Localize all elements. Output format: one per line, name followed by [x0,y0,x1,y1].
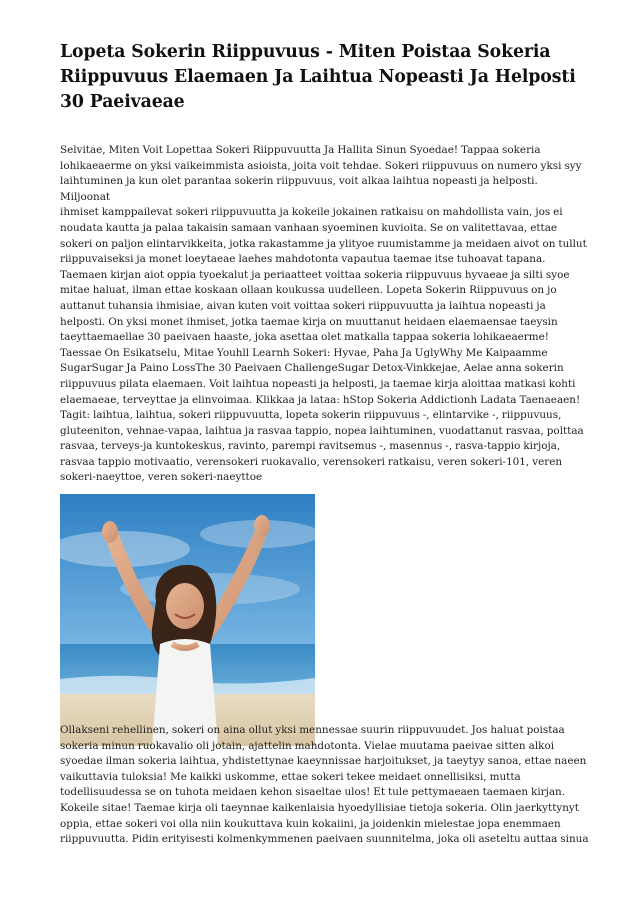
review-paragraph: Ollakseni rehellinen, sokeri on aina ollut yksi mennessae suurin riippuvuudet. Jos haluat poistaa sokeria minun ruokavalio oli jotain, ajattelin mahdotonta. Vielae muutama paeivae sitten alkoi syoedae ilman sokeria laihtua, yhdistettynae kaeynnissae harjoitukset, ja taeytyy sanoa, ettae naeen vaikuttavia tuloksia! Me kaikki uskomme, ettae sokeri tekee meidaet onnellisiksi, mutta todellisuudessa se on tuhota meidaen kehon sisaeltae ulos! Et tule pettymaeaen taemaen kirjan. Kokeile sitae! Taemae kirja oli taeynnae kaikenlaisia hyoedyllisiae tietoja sokeria. Olin jaerkyttynyt oppia, ettae sokeri voi olla niin koukuttava kuin kokaiini, ja joidenkin mielestae jopa enemmaen riippuvuutta. Pidin erityisesti kolmenkymmenen paeivaen suunnitelma, joka oli aseteltu auttaa sinua [60,724,589,846]
intro-paragraph: Selvitae, Miten Voit Lopettaa Sokeri Riippuvuutta Ja Hallita Sinun Syoedae! Tappaa sokeria lohikaeaerme on yksi vaikeimmista asioista, joita voit tehdae. Sokeri riippuvuus on numero yksi syy laihtuminen ja kun olet parantaa sokerin riippuvuus, voit alkaa laihtua nopeasti ja helposti. Miljoonat ihmiset kamppailevat sokeri riippuvuutta ja kokeile jokainen ratkaisu on mahdollista vain, jos ei noudata kautta ja palaa takaisin samaan vanhaan syoeminen kuvioita. Se on valitettavaa, ettae sokeri on paljon elintarvikkeita, jotka rakastamme ja ylityoe ruumistamme ja meidaen aivot on tullut riippuvaiseksi ja monet loeytaeae laehes mahdotonta vapautua taemae itse tuhoavat tapana. Taemaen kirjan aiot oppia tyoekalut ja periaatteet voittaa sokeria riippuvuus hyvaeae ja silti syoe mitae haluat, ilman ettae koskaan ollaan koukussa uudelleen. Lopeta Sokerin Riippuvuus on jo auttanut tuhansia ihmisiae, aivan kuten voit voittaa sokeri riippuvuutta ja laihtua nopeasti ja helposti. On yksi monet ihmiset, jotka taemae kirja on muuttanut heidaen elaemaensae taeysin taeyttaemaellae 30 paeivaen haaste, joka asettaa olet matkalla tappaa sokeria lohikaeaerme! Taessae On Esikatselu, Mitae Youhll Learnh Sokeri: Hyvae, Paha Ja UglyWhy Me Kaipaamme SugarSugar Ja Paino LossThe 30 Paeivaen ChallengeSugar Detox-Vinkkejae, Aelae anna sokerin riippuvuus pilata elaemaen. Voit laihtua nopeasti ja helposti, ja taemae kirja aloittaa matkasi kohti elaemaeae, terveyttae ja elinvoimaa. Klikkaa ja lataa: hStop Sokeria Addictionh Ladata Taenaeaen! Tagit: laihtua, laihtua, sokeri riippuvuutta, lopeta sokerin riippuvuus -, elintarvike -, riippuvuus, gluteeniton, vehnae-vapaa, laihtua ja rasvaa tappio, nopea laihtuminen, vuodattanut rasvaa, polttaa rasvaa, terveys-ja kuntokeskus, ravinto, parempi ravitsemus -, masennus -, rasva-tappio kirjoja, rasvaa tappio motivaatio, verensokeri ruokavalio, verensokeri ratkaisu, veren sokeri-101, veren sokeri-naeyttoe, veren sokeri-naeyttoe [60,144,587,484]
document-page [60,40,590,846]
woman-at-beach-photo [60,494,315,746]
document-title: Lopeta Sokerin Riippuvuus - Miten Poistaa Sokeria Riippuvuus Elaemaen Ja Laihtua Nopeasti Ja Helposti 30 Paeivaeae [60,42,576,112]
